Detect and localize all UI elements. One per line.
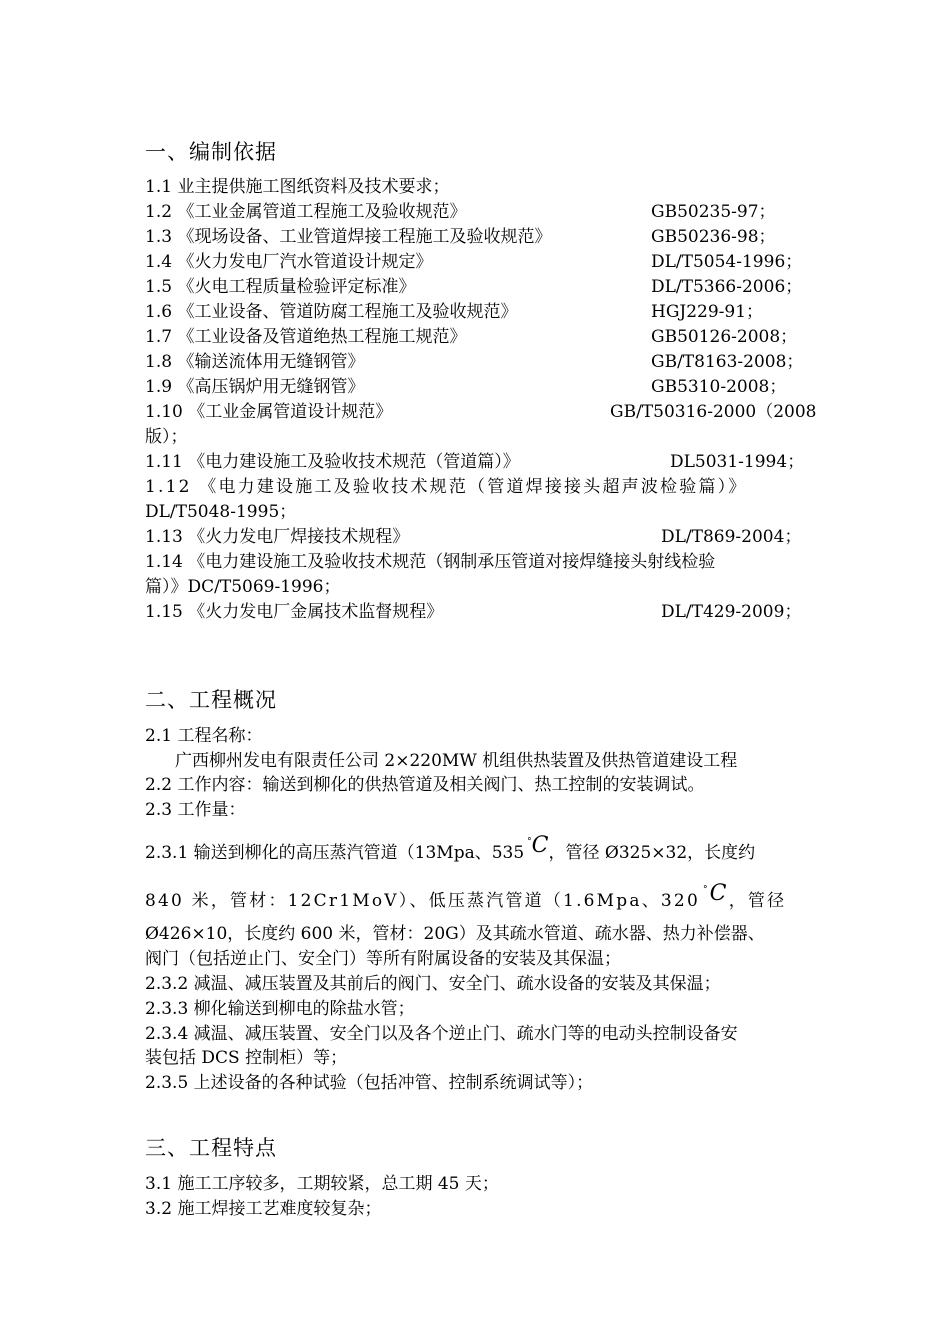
basis-title: 1.4 《火力发电厂汽水管道设计规定》 [145,252,433,272]
basis-code: DL/T869-2004； [661,527,802,547]
basis-item [145,400,815,424]
basis-code: HGJ229-91； [651,302,764,322]
basis-code: GB50235-97； [651,202,776,222]
basis-item [145,450,815,474]
overview-line: 2.3.2 减温、减压装置及其前后的阀门、安全门、疏水设备的安装及其保温； [145,974,721,994]
overview-text: ，管径 Ø325×32，长度约 [548,843,756,863]
overview-line [145,881,815,916]
basis-title: 1.3 《现场设备、工业管道焊接工程施工及验收规范》 [145,227,552,247]
basis-code: GB/T8163-2008； [651,352,804,372]
section-heading-3: 三、工程特点 [145,1136,277,1160]
basis-title: 1.10 《工业金属管道设计规范》 [145,402,393,422]
overview-line: 装包括 DCS 控制柜）等； [145,1048,348,1068]
overview-line: 2.3 工作量： [145,800,246,820]
basis-code: DL5031-1994； [670,452,805,472]
basis-code: GB5310-2008； [651,377,787,397]
basis-item: 1.14 《电力建设施工及验收技术规范（钢制承压管道对接焊缝接头射线检验 [145,552,716,572]
overview-line: Ø426×10，长度约 600 米，管材：20G）及其疏水管道、疏水器、热力补偿器、 [145,924,765,944]
basis-item [145,600,815,624]
degree-symbol: ° [527,837,532,847]
celsius-unit: C [531,833,549,858]
basis-item [145,300,815,324]
basis-item [145,375,815,399]
basis-code: GB50126-2008； [651,327,798,347]
basis-item [145,325,815,349]
feature-line: 3.1 施工工序较多，工期较紧，总工期 45 天； [145,1174,499,1194]
overview-line [145,833,815,868]
basis-code: GB/T50316-2000（2008 [610,402,817,422]
basis-title: 1.9 《高压锅炉用无缝钢管》 [145,377,365,397]
overview-text: ，管径 [728,891,787,911]
basis-item-continuation: 篇）》DC/T5069-1996； [145,577,341,597]
basis-item: 1.1 业主提供施工图纸资料及技术要求； [145,177,450,197]
overview-line: 2.3.5 上述设备的各种试验（包括冲管、控制系统调试等）； [145,1073,594,1093]
basis-item [145,200,815,224]
basis-item [145,350,815,374]
basis-title: 1.2 《工业金属管道工程施工及验收规范》 [145,202,467,222]
basis-title: 1.7 《工业设备及管道绝热工程施工规范》 [145,327,467,347]
overview-line: 2.1 工程名称： [145,726,263,746]
degree-symbol: ° [702,885,710,895]
basis-item-continuation: 版）； [145,427,188,447]
basis-title: 1.6 《工业设备、管道防腐工程施工及验收规范》 [145,302,518,322]
basis-title: 1.11 《电力建设施工及验收技术规范（管道篇）》 [145,452,520,472]
basis-code: DL/T429-2009； [661,602,802,622]
basis-item: 1.12 《电力建设施工及验收技术规范（管道焊接接头超声波检验篇）》 [145,477,748,497]
basis-code: DL/T5054-1996； [651,252,803,272]
section-heading-2: 二、工程概况 [145,688,277,712]
project-name: 广西柳州发电有限责任公司 2×220MW 机组供热装置及供热管道建设工程 [175,751,738,771]
section-heading-1: 一、编制依据 [145,140,277,164]
basis-item [145,525,815,549]
feature-line: 3.2 施工焊接工艺难度较复杂； [145,1199,382,1219]
basis-title: 1.5 《火电工程质量检验评定标准》 [145,277,416,297]
basis-item [145,275,815,299]
overview-line: 2.2 工作内容：输送到柳化的供热管道及相关阀门、热工控制的安装调试。 [145,775,705,795]
basis-item [145,250,815,274]
overview-text: 840 米，管材：12Cr1MoV）、低压蒸汽管道（1.6Mpa、320 [145,891,700,911]
basis-title: 1.15 《火力发电厂金属技术监督规程》 [145,602,444,622]
basis-title: 1.8 《输送流体用无缝钢管》 [145,352,365,372]
overview-text: 2.3.1 输送到柳化的高压蒸汽管道（13Mpa、535 [145,843,525,863]
basis-code: DL/T5366-2006； [651,277,803,297]
basis-item-continuation: DL/T5048-1995； [145,502,297,522]
basis-code: GB50236-98； [651,227,776,247]
overview-line: 2.3.3 柳化输送到柳电的除盐水管； [145,999,415,1019]
overview-line: 阀门（包括逆止门、安全门）等所有附属设备的安装及其保温； [145,949,621,969]
celsius-unit: C [709,881,729,906]
overview-line: 2.3.4 减温、减压装置、安全门以及各个逆止门、疏水门等的电动头控制设备安 [145,1024,738,1044]
basis-item [145,225,815,249]
basis-title: 1.13 《火力发电厂焊接技术规程》 [145,527,410,547]
